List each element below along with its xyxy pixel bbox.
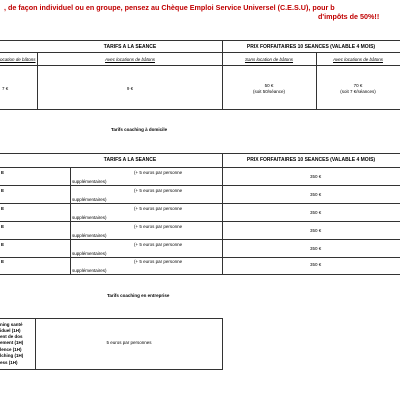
table2-header-divider <box>0 167 400 168</box>
row-extra-top: (+ 5 euros par personne <box>134 188 183 193</box>
table1-value-4b: (soit 7 €/séances) <box>340 89 376 94</box>
row-label: E <box>1 170 5 175</box>
row-extra-bottom: supplémentaires) <box>72 179 107 184</box>
table3-item-5: lence (1H) <box>0 347 22 352</box>
row-extra-bottom: supplémentaires) <box>72 233 107 238</box>
table2-row-divider-4 <box>0 239 400 240</box>
row-label: E <box>1 206 5 211</box>
table2-row-divider-3 <box>0 221 400 222</box>
row-price: 350 € <box>310 210 322 215</box>
row-extra-top: (+ 5 euros par personne <box>134 224 183 229</box>
table1-header-right: PRIX FORFAITAIRES 10 SEANCES (VALABLE 4 MOIS) <box>246 44 376 50</box>
table1-value-1: 7 € <box>2 86 9 91</box>
table3-item-1: ning santé <box>0 322 23 327</box>
table3-item-7: ess (1H) <box>0 360 18 365</box>
table3-item-6: lching (1H) <box>0 353 24 358</box>
table2-row-divider-1 <box>0 185 400 186</box>
table1-sub-4: Avec locations de bâtons <box>333 57 383 62</box>
table1-subheader-divider <box>0 65 400 66</box>
table1-main-divider <box>222 40 223 110</box>
intro-line-2: d'impôts de 50%!! <box>318 12 380 21</box>
table1-value-2: 9 € <box>126 86 134 91</box>
table3-item-4: ement (1H) <box>0 340 24 345</box>
row-price: 350 € <box>310 262 322 267</box>
table2-row-divider-5 <box>0 257 400 258</box>
table3-item-3: ent de dos <box>0 334 23 339</box>
row-extra-bottom: supplémentaires) <box>72 215 107 220</box>
row-label: E <box>1 188 5 193</box>
table1-header-divider <box>0 52 400 53</box>
table1-header-left: TARIFS A LA SEANCE <box>103 44 157 50</box>
section2-title: Tarifs coaching à domicile <box>111 127 168 132</box>
intro-line-1: , de façon individuel ou en groupe, pensez au Chèque Emploi Service Universel (C.E.S.U), pour b <box>4 3 335 12</box>
section3-title: Tarifs coaching en entreprise <box>107 293 170 298</box>
row-extra-top: (+ 5 euros par personne <box>134 170 183 175</box>
table2-row-divider-2 <box>0 203 400 204</box>
row-extra-bottom: supplémentaires) <box>72 197 107 202</box>
row-extra-bottom: supplémentaires) <box>72 268 107 273</box>
table3-price: 5 euros par personnes <box>106 340 152 345</box>
table1-sub-1: ocation de bâtons <box>0 57 36 62</box>
table1-sub-2: Avec locations de bâtons <box>105 57 155 62</box>
table2-header-right: PRIX FORFAITAIRES 10 SEANCES (VALABLE 4 MOIS) <box>246 157 376 163</box>
row-price: 350 € <box>310 246 322 251</box>
row-price: 350 € <box>310 228 322 233</box>
row-extra-top: (+ 5 euros par personne <box>134 242 183 247</box>
table3-divider <box>35 318 36 370</box>
row-extra-bottom: supplémentaires) <box>72 251 107 256</box>
row-extra-top: (+ 5 euros par personne <box>134 259 183 264</box>
table1-value-3b: (soit 50/séance) <box>252 89 286 94</box>
table1-value-3: 50 € <box>264 83 274 88</box>
table1-value-4: 70 € <box>353 83 363 88</box>
table3-item-2: iduel (1H) <box>0 328 21 333</box>
pricing-table-1 <box>0 40 400 110</box>
table1-left-col-divider <box>37 52 38 110</box>
row-price: 350 € <box>310 192 322 197</box>
table1-sub-3: Sans location de bâtons <box>244 57 294 62</box>
row-label: E <box>1 224 5 229</box>
row-extra-top: (+ 5 euros par personne <box>134 206 183 211</box>
table2-header-left: TARIFS A LA SEANCE <box>103 157 157 163</box>
row-label: E <box>1 259 5 264</box>
row-label: E <box>1 242 5 247</box>
row-price: 350 € <box>310 174 322 179</box>
